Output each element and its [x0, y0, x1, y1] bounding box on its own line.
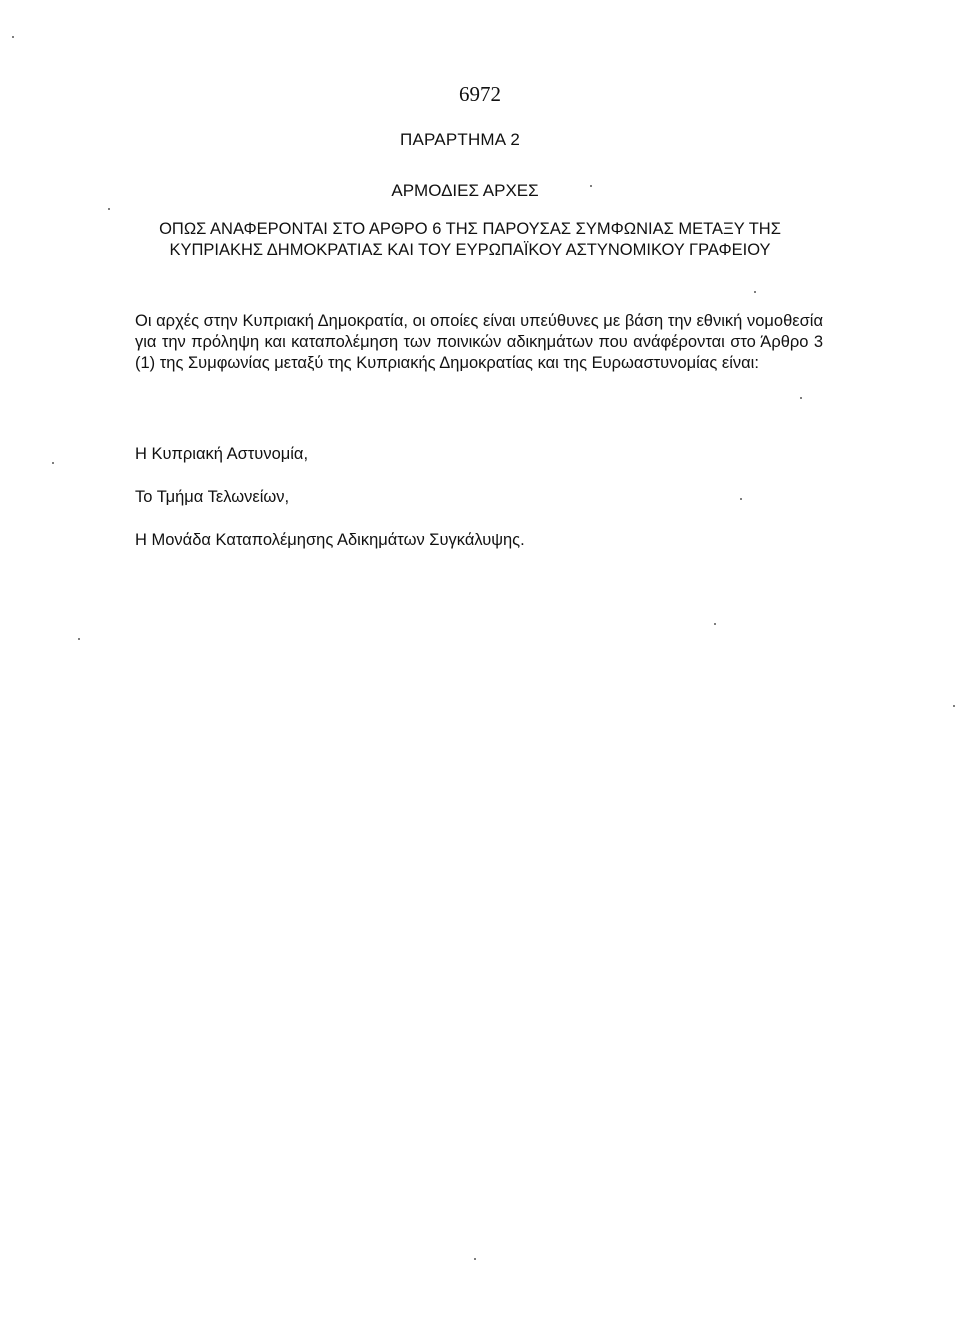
agreement-subtitle [0, 219, 940, 261]
scan-speck [12, 36, 14, 38]
scan-speck [108, 208, 110, 210]
scan-speck [740, 498, 742, 500]
authority-item-police: Η Κυπριακή Αστυνομία, [135, 445, 309, 463]
scan-speck [474, 1258, 476, 1260]
scan-speck [52, 462, 54, 464]
authority-item-customs: Το Τμήμα Τελωνείων, [135, 488, 290, 506]
subtitle-line-1: ΟΠΩΣ ΑΝΑΦΕΡΟΝΤΑΙ ΣΤΟ ΑΡΘΡΟ 6 ΤΗΣ ΠΑΡΟΥΣΑΣ ΣΥΜΦΩΝΙΑΣ ΜΕΤΑΞΥ ΤΗΣ [159, 220, 781, 238]
intro-paragraph: Οι αρχές στην Κυπριακή Δημοκρατία, οι οποίες είναι υπεύθυνες με βάση την εθνική νομοθεσία για την πρόληψη και καταπολέμηση των ποινικών αδικημάτων που ανάφέρονται στο Άρθρο 3 (1) της Συμφωνίας μεταξύ της Κυπριακής Δημοκρατίας και της Ευρωαστυνομίας είναι: [135, 312, 823, 372]
scan-speck [78, 638, 80, 640]
scan-speck [953, 705, 955, 707]
scan-speck [754, 291, 756, 293]
scan-speck [714, 623, 716, 625]
scan-speck [590, 185, 592, 187]
authority-list [135, 444, 815, 573]
subtitle-line-2: ΚΥΠΡΙΑΚΗΣ ΔΗΜΟΚΡΑΤΙΑΣ ΚΑΙ ΤΟΥ ΕΥΡΩΠΑΪΚΟΥ ΑΣΤΥΝΟΜΙΚΟΥ ΓΡΑΦΕΙΟΥ [169, 241, 771, 259]
scan-speck [800, 397, 802, 399]
authority-item-money-laundering-unit: Η Μονάδα Καταπολέμησης Αδικημάτων Συγκάλυψης. [135, 531, 525, 549]
page-number: 6972 [459, 82, 501, 106]
annex-title: ΠΑΡΑΡΤΗΜΑ 2 [400, 130, 520, 149]
authorities-heading: ΑΡΜΟΔΙΕΣ ΑΡΧΕΣ [391, 181, 539, 200]
